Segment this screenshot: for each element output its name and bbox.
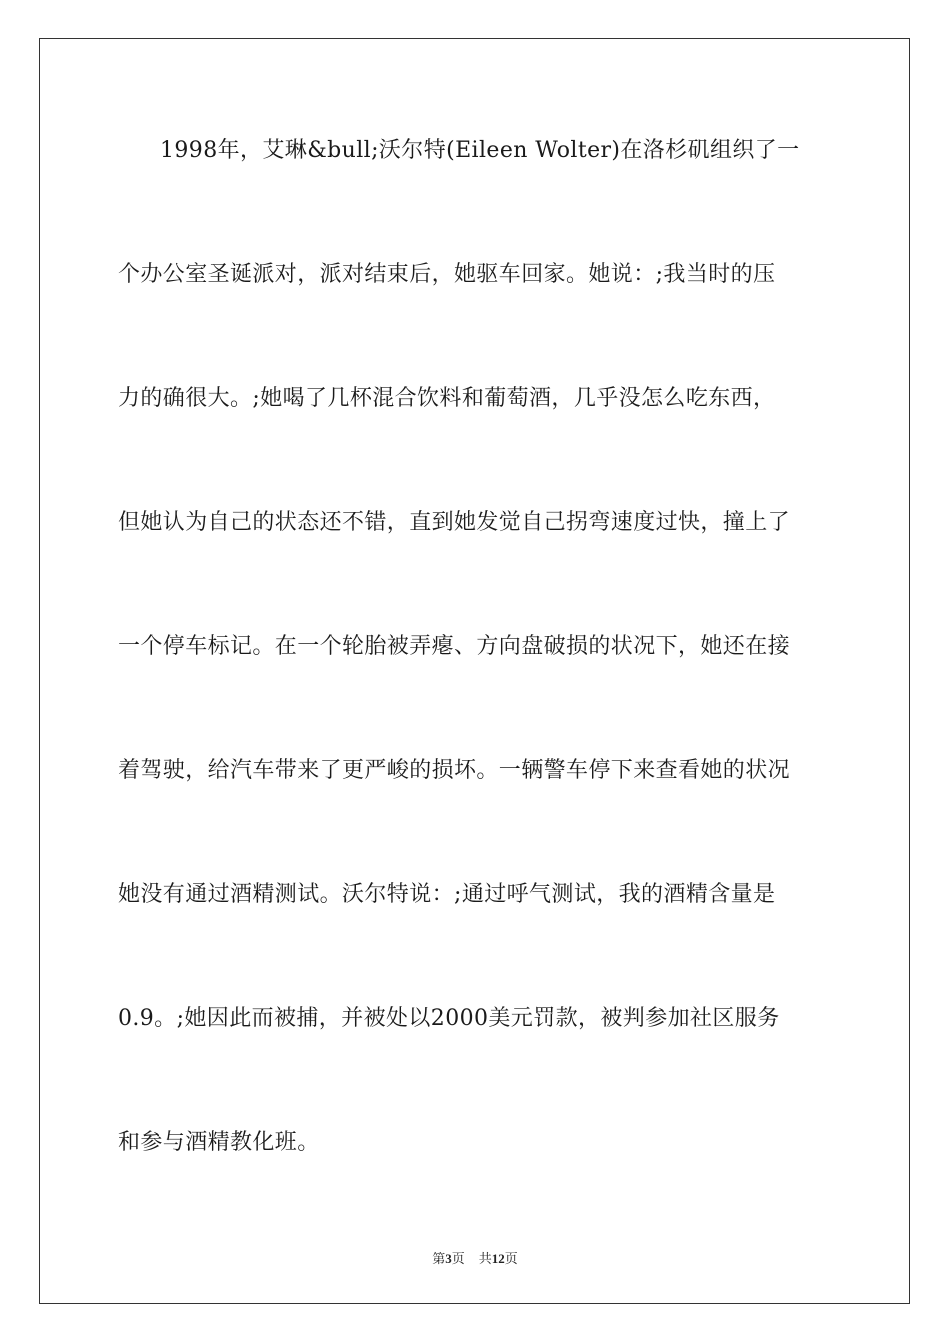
total-prefix: 共 [478, 1251, 492, 1266]
page-border [39, 38, 910, 1304]
current-page-number: 3 [445, 1251, 452, 1266]
page-suffix: 页 [451, 1251, 465, 1266]
paragraph-line: 一个停车标记。在一个轮胎被弄瘪、方向盘破损的状况下，她还在接 [118, 634, 791, 659]
page-prefix: 第 [432, 1251, 446, 1266]
paragraph-line: 但她认为自己的状态还不错，直到她发觉自己拐弯速度过快，撞上了 [118, 510, 791, 535]
paragraph-line: 她没有通过酒精测试。沃尔特说：;通过呼气测试，我的酒精含量是 [118, 882, 776, 907]
paragraph-line: 着驾驶，给汽车带来了更严峻的损坏。一辆警车停下来查看她的状况 [118, 758, 791, 783]
paragraph-line: 0.9。;她因此而被捕，并被处以2000美元罚款，被判参加社区服务 [118, 1006, 780, 1031]
page-footer [0, 1248, 950, 1267]
total-suffix: 页 [504, 1251, 518, 1266]
paragraph-line: 和参与酒精教化班。 [118, 1130, 320, 1155]
total-page-count: 12 [491, 1251, 505, 1266]
paragraph-line: 1998年，艾琳&bull;沃尔特(Eileen Wolter)在洛杉矶组织了一 [160, 138, 800, 163]
paragraph-line: 力的确很大。;她喝了几杯混合饮料和葡萄酒，几乎没怎么吃东西， [118, 386, 776, 411]
paragraph-line: 个办公室圣诞派对，派对结束后，她驱车回家。她说：;我当时的压 [118, 262, 776, 287]
